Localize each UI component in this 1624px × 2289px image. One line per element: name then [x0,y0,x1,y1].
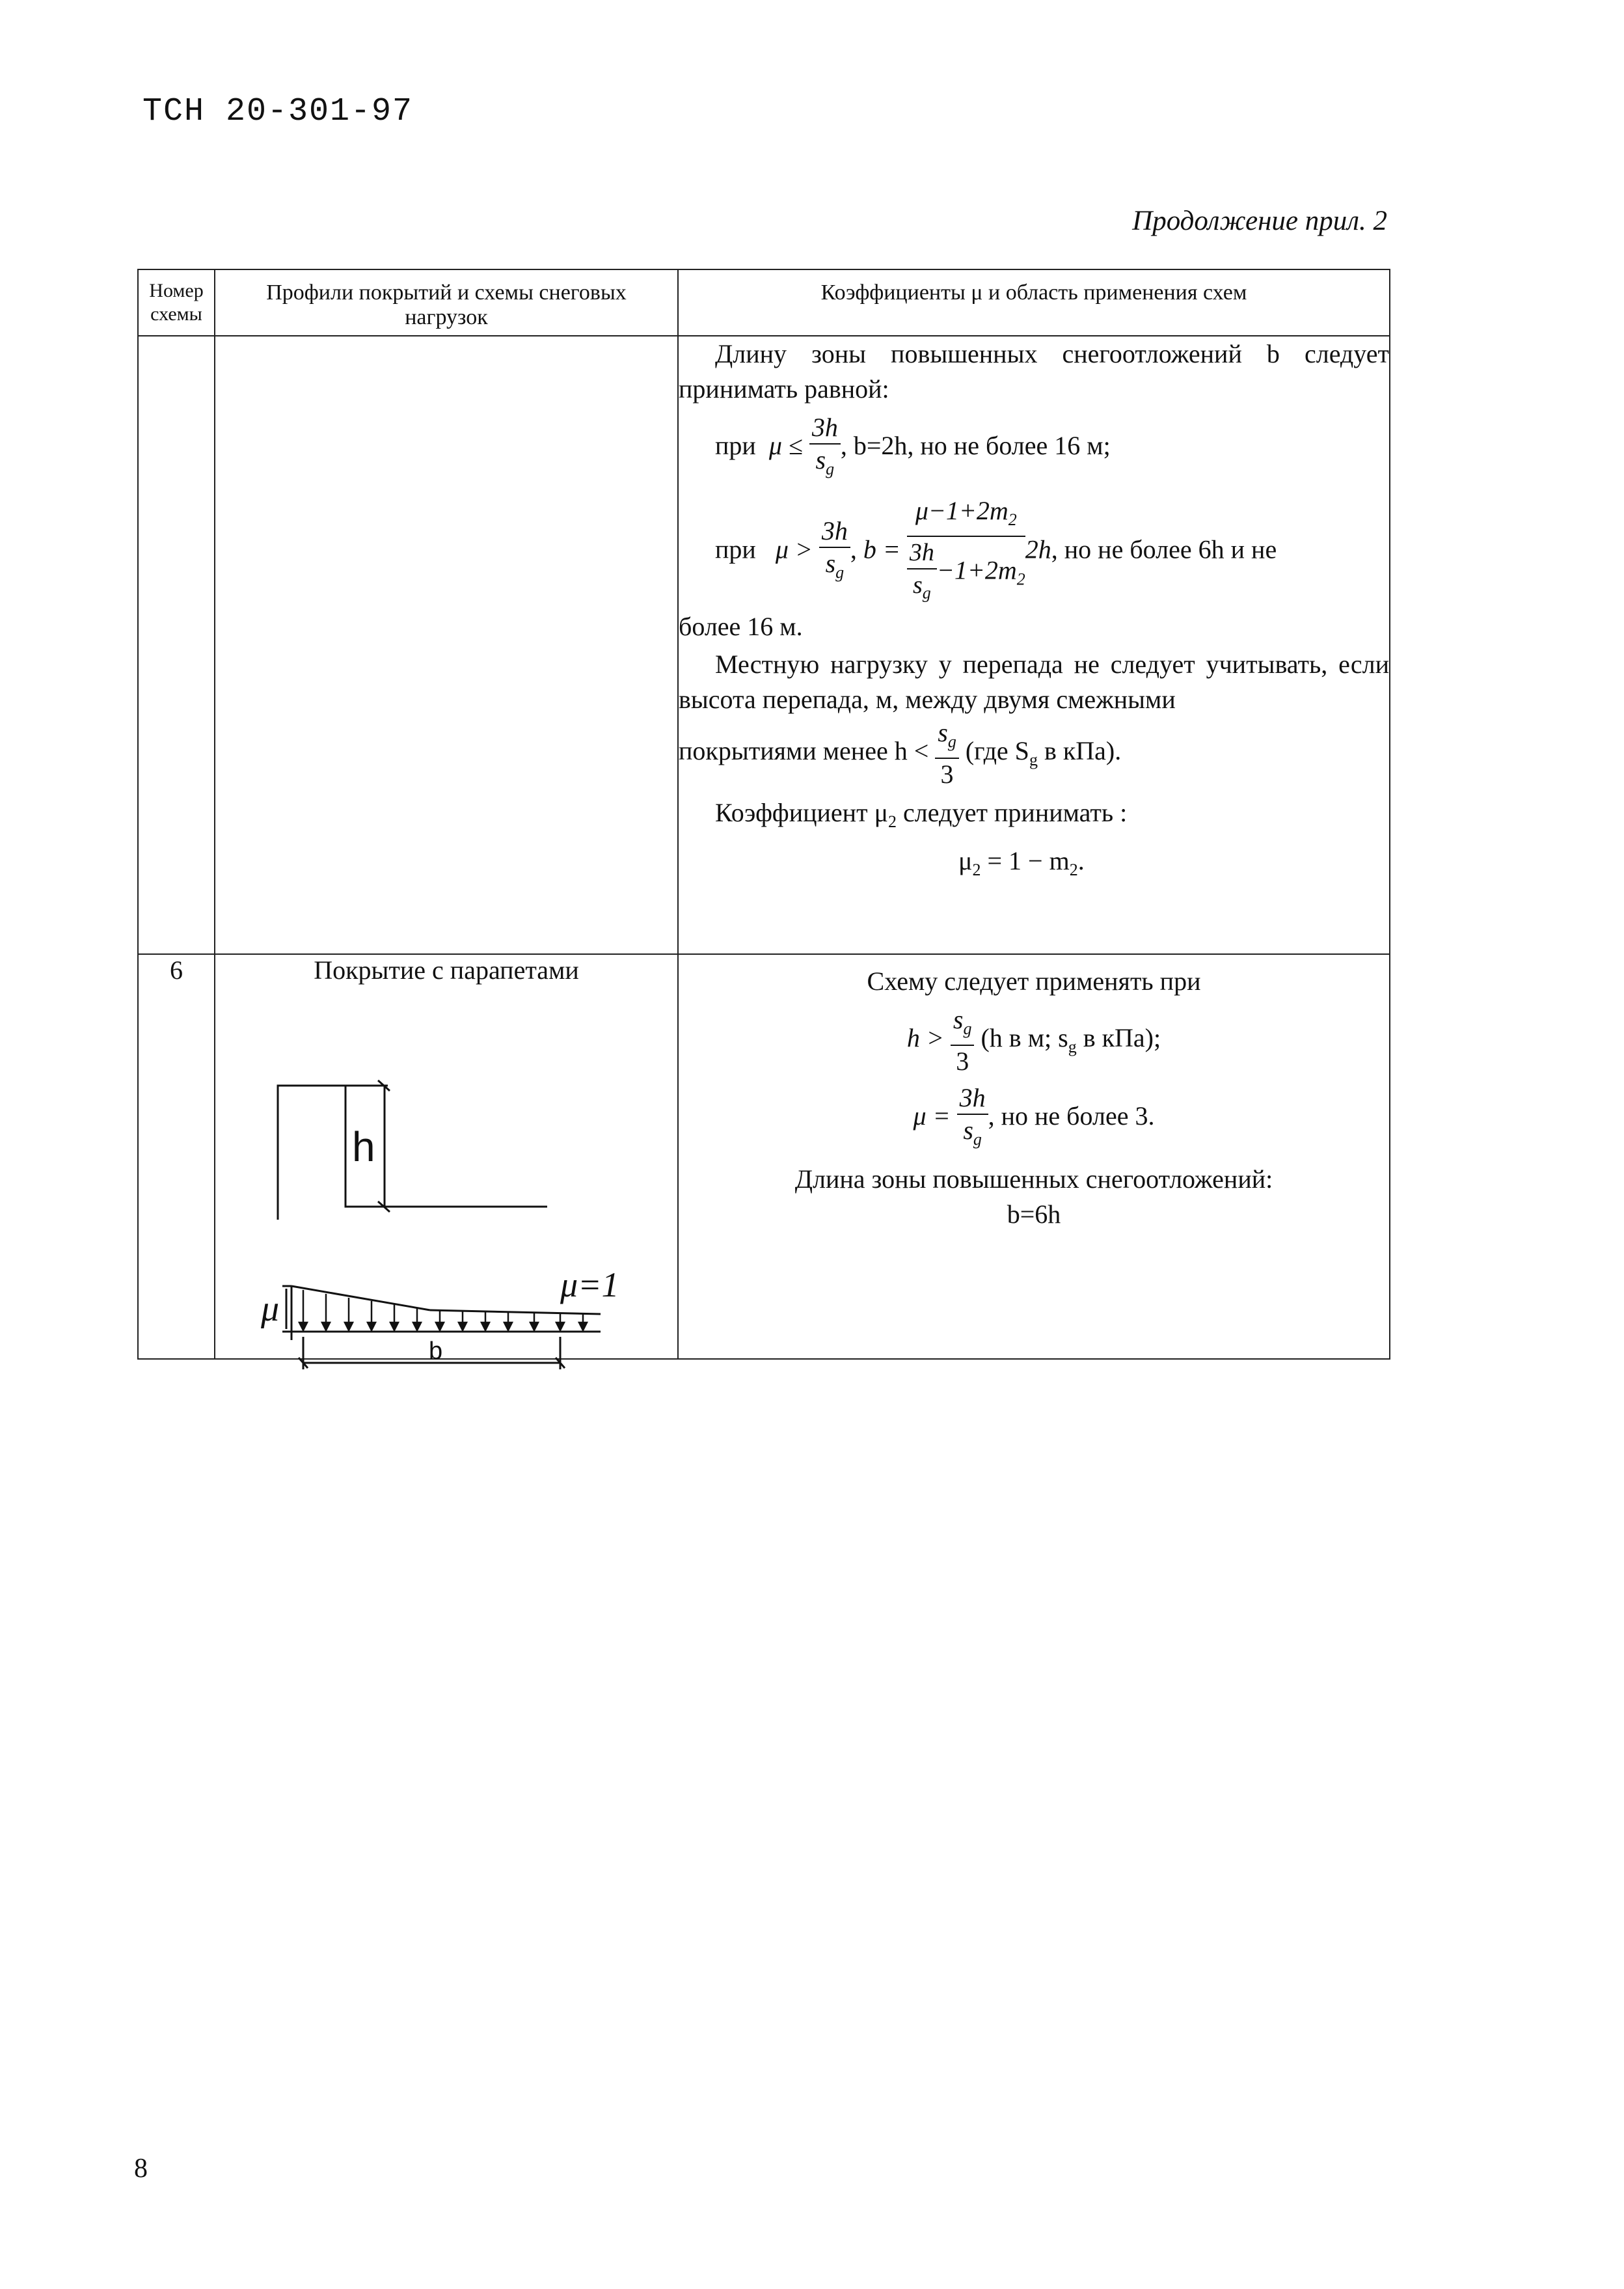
diagram-b-label: b [429,1337,443,1365]
condition-1: при μ ≤ $\frac{3h}{s_g}$ , b=2h, но не более 16 м; [679,412,1389,485]
table-row [138,336,1390,954]
row-continued-number [138,336,215,954]
row-continued-profile [215,336,678,954]
profile-title: Покрытие с парапетами [314,955,579,985]
fraction-sg-3: $\frac{s_g}{3}$ [935,717,959,790]
parapet-diagram [215,985,679,1365]
scheme-profile [215,954,678,1365]
zone-length-value: b=6h [1007,1199,1061,1229]
condition-2: при μ > $\frac{3h}{s_g}$ , b = $\mu-1+2m_2$ $\frac{3h}{s_g}$ $-1+2m_2$ 2h, но не более 6h и не [679,495,1389,609]
scheme-coefficients [678,954,1390,1359]
diagram-h-label: h [352,1123,375,1170]
condition-2-tail: более 16 м. [679,611,803,641]
height-condition: h > $\frac{s_g}{3}$ (h в м; $s_g$ в кПа); [906,1005,1161,1076]
mu2-text: Коэффициент $\mu_2$ следует принимать : [715,797,1128,831]
fraction-3h-sg: $\frac{3h}{s_g}$ [809,412,841,485]
diagram-mu-label: μ [261,1289,280,1329]
apply-text: Схему следует применять при [867,966,1201,996]
mu-formula: μ = $\frac{3h}{s_g}$ , но не более 3. [679,1082,1389,1155]
continuation-label: Продолжение прил. 2 [1132,206,1387,236]
header-scheme-number: Номер схемы [138,269,215,336]
fraction-3h-sg-b: $\frac{3h}{s_g}$ [957,1082,988,1155]
header-profiles: Профили покрытий и схемы снеговых нагрузок [215,269,678,336]
page-number: 8 [134,2154,148,2184]
schemes-table [137,269,1390,1365]
local-load-text: Местную нагрузку у перепада не следует учитывать, если высота перепада, м, между двумя смежными [679,649,1389,714]
fraction-3h-sg-2: $\frac{3h}{s_g}$ [819,515,850,588]
table-row [138,954,1390,1359]
mu2-formula: $\mu_2 = 1 - m_2$. [958,845,1085,879]
table-header-row [138,269,1390,336]
scheme-number: 6 [138,954,215,1359]
zone-length-title: Длина зоны повышенных снегоотложений: [794,1164,1273,1194]
fraction-sg-3-b: $\frac{s_g}{3}$ [951,1004,975,1077]
header-coefficients: Коэффициенты μ и область применения схем [678,269,1390,336]
document-code: ТСН 20-301-97 [142,93,414,130]
fraction-b: $\mu-1+2m_2$ $\frac{3h}{s_g}$ $-1+2m_2$ [907,495,1025,609]
local-load-condition: покрытиями менее h < $\frac{s_g}{3}$ (где $S_g$ в кПа). [679,717,1122,789]
zone-length-text: Длину зоны повышенных снегоотложений b следует принимать равной: [679,339,1389,404]
diagram-mu1-label: μ=1 [560,1265,619,1304]
row-continued-coefficients [678,336,1390,954]
